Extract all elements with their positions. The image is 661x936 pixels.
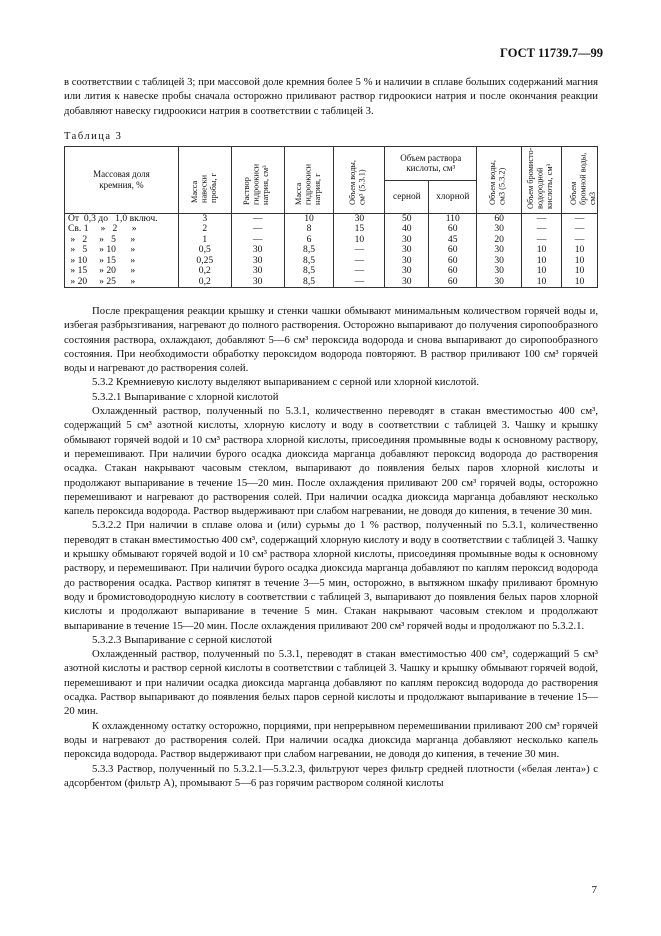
table-row: » 2 » 5 » 1 — 6 10 30 45 20 — — (65, 235, 598, 246)
paragraph: 5.3.3 Раствор, полученный по 5.3.2.1—5.3.2.3, фильтруют через фильтр средней плотности («белая лента») с адсорбентом (фильтр А), промывают 5—6 раз горячим раствором соляной кислоты (64, 762, 598, 789)
table-row: » 5 » 10 » 0,5 30 8,5 — 30 60 30 10 10 (65, 245, 598, 256)
paragraph: Охлажденный раствор, полученный по 5.3.1, количественно переводят в стакан вместимостью 400 см³, содержащий 5 см³ азотной кислоты, хлорную кислоту и воду в соответствии с таблицей 3. Чашку и крышку обмывают горячей водой и 10 см³ раствора хлорной кислоты, присоединяя промывные воды к основному раствору, и перемешивают. При наличии бурого осадка диоксида марганца добавляют пероксид водорода до растворения осадка. Стакан накрывают часовым стеклом, выпаривают до появления белых паров хлорной кислоты и продолжают выпаривание в течение 15—20 мин. После охлаждения приливают 200 см³ горячей воды, осторожно перемешивают и нагревают до растворения солей. При наличии осадка диоксида марганца добавляют несколько капель пероксида водорода. Раствор выдерживают при слабом нагревании, не доводя до кипения, в течение 30 мин. (64, 405, 598, 518)
table-row: Св. 1 » 2 » 2 — 8 15 40 60 30 — — (65, 224, 598, 235)
silicon-table (64, 146, 598, 288)
table-row: От 0,3 до 1,0 включ. 3 — 10 30 50 110 60 — — (65, 213, 598, 224)
section-heading: 5.3.2 Кремниевую кислоту выделяют выпариванием с серной или хлорной кислотой. (92, 376, 480, 389)
table-row: » 20 » 25 » 0,2 30 8,5 — 30 60 30 10 10 (65, 277, 598, 288)
paragraph: Охлажденный раствор, полученный по 5.3.1, переводят в стакан вместимостью 400 см³, содержащий 5 см³ азотной кислоты и раствор серной кислоты в соответствии с таблицей 3. Чашку и крышку обмывают горячей водой, перемешивают и при наличии осадка диоксида марганца добавляют по каплям пероксид водорода до растворения осадка. Раствор выпаривают до появления белых паров серной кислоты и продолжают выпаривание в течение 15—20 мин. (64, 648, 598, 718)
paragraph: После прекращения реакции крышку и стенки чашки обмывают минимальным количеством горячей воды и, избегая разбрызгивания, нагревают до полного растворения. Осторожно выпаривают до получения сиропообразного состояния раствора, охлаждают, добавляют 5—6 см³ пероксида водорода и снова выпаривают до сиропообразного состояния. При необходимости обработку пероксидом водорода повторяют. В раствор приливают 100 см³ горячей воды и нагревают до растворения солей. (64, 305, 598, 375)
header-hbr-acid: Объем бромисто-водородной кислоты, см³ (522, 147, 562, 214)
header-acid-group: Объем раствора кислоты, см³ (385, 147, 477, 181)
paragraph: К охлажденному остатку осторожно, порциями, при непрерывном перемешивании приливают 200 см³ горячей воды и нагревают до растворения солей. При наличии осадка диоксида марганца добавляют несколько капель пероксида водорода. Раствор выдерживают при слабом нагревании, не доводя до кипения, в течение 30 мин. (64, 719, 598, 761)
paragraph: в соответствии с таблицей 3; при массовой доле кремния более 5 % и наличии в сплаве больших содержаний магния или лития к навеске пробы сначала осторожно приливают раствор гидроокиси натрия и после окончания реакции добавляют навеску гидроокиси натрия в соответствии с таблицей 3. (64, 76, 598, 117)
intro-paragraph (64, 75, 598, 118)
subsection-heading: 5.3.2.1 Выпаривание с хлорной кислотой (92, 390, 279, 403)
header-water-531: Объем воды, см³ (5.3.1) (334, 147, 385, 214)
header-naoh-solution: Раствор гидроокиси натрия, см³ (231, 147, 284, 214)
body-text (64, 304, 598, 790)
header-water-532: Объем воды, см3 (5.3.2) (477, 147, 522, 214)
document-id: ГОСТ 11739.7—99 (500, 46, 603, 60)
header-hydrochloric: хлорной (429, 181, 477, 213)
header-silicon-fraction: Массовая доля кремния, % (65, 147, 179, 214)
header-sulfuric: серной (385, 181, 429, 213)
table-row: » 10 » 15 » 0,25 30 8,5 — 30 60 30 10 10 (65, 256, 598, 267)
header-bromine-water: Объем бромной воды, см3 (562, 147, 598, 214)
header-sample-mass: Масса навески пробы, г (178, 147, 231, 214)
table-caption: Таблица 3 (64, 131, 123, 142)
table-row: » 15 » 20 » 0,2 30 8,5 — 30 60 30 10 10 (65, 266, 598, 277)
subsection-heading: 5.3.2.3 Выпаривание с серной кислотой (92, 633, 273, 646)
header-naoh-mass: Масса гидроокиси натрия, г (284, 147, 334, 214)
page-number: 7 (591, 884, 597, 896)
paragraph: 5.3.2.2 При наличии в сплаве олова и (или) сурьмы до 1 % раствор, полученный по 5.3.1, количественно переводят в стакан вместимостью 400 см³, содержащий хлорную кислоту и воду в соответствии с таблицей 3. Чашку и крышку обмывают горячей водой и 10 см³ раствора хлорной кислоты, присоединяя промывные воды к основному раствору, и перемешивают. При наличии бурого осадка диоксида марганца добавляют по каплям пероксид водорода до растворения осадка. Раствор кипятят в течение 3—5 мин, осторожно, в вытяжном шкафу приливают бромную воду и бромистоводородную кислоту в соответствии с таблицей 3, выпаривают до появления белых паров хлорной кислоты и продолжают выпаривание в течение 5 мин. Стакан накрывают часовым стеклом и продолжают выпаривание в течение 15—20 мин. После охлаждения приливают 200 см³ горячей воды и продолжают по 5.3.2.1. (64, 519, 598, 632)
